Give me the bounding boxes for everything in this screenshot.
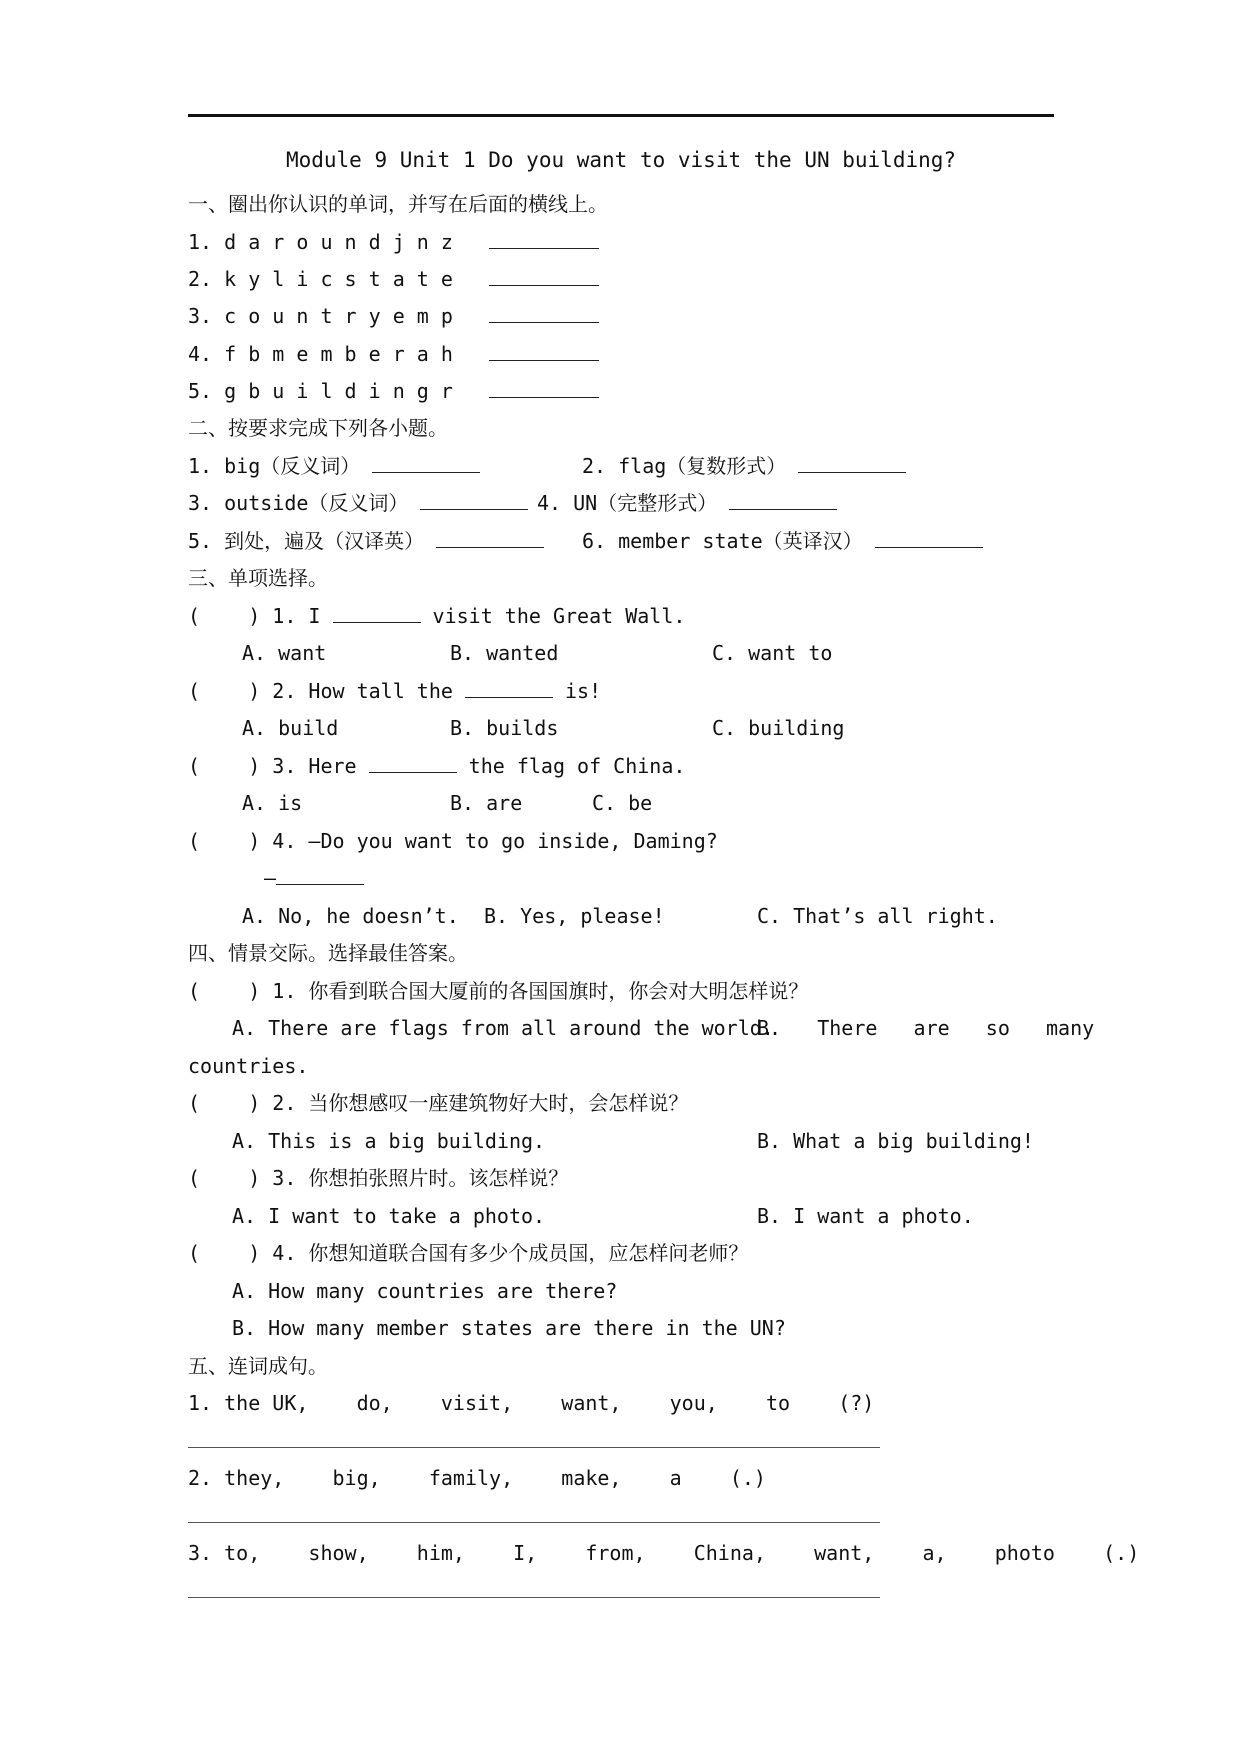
s2-item-6: 6. member state（英译汉） — [582, 527, 983, 555]
answer-blank[interactable] — [875, 527, 983, 548]
s4-q4-option-a[interactable]: A. How many countries are there? — [232, 1279, 618, 1303]
s2-item-3: 3. outside（反义词） — [188, 489, 528, 517]
s4-q1-option-a[interactable]: A. There are flags from all around the world. — [232, 1016, 774, 1040]
s3-q3-option-b[interactable]: B. are — [450, 791, 523, 815]
s3-q4-reply: — — [264, 864, 364, 892]
s3-q2-option-b[interactable]: B. builds — [450, 716, 559, 740]
s3-q3-option-a[interactable]: A. is — [242, 791, 303, 815]
s1-item-4: 4. f b m e m b e r a h — [188, 340, 599, 368]
answer-blank[interactable] — [333, 602, 421, 623]
s3-q2-option-c[interactable]: C. building — [712, 716, 845, 740]
s4-q3-option-a[interactable]: A. I want to take a photo. — [232, 1204, 546, 1228]
s4-q3-option-b[interactable]: B. I want a photo. — [757, 1204, 974, 1228]
answer-line[interactable] — [188, 1522, 880, 1523]
s3-q1-option-c[interactable]: C. want to — [712, 641, 833, 665]
s2-item-1: 1. big（反义词） — [188, 452, 480, 480]
s4-question-4: ( ) 4. 你想知道联合国有多少个成员国，应怎样问老师？ — [188, 1241, 749, 1265]
s1-item-2: 2. k y l i c s t a t e — [188, 265, 599, 293]
answer-blank[interactable] — [489, 228, 599, 249]
s3-question-3: ( ) 3. Here the flag of China. — [188, 754, 686, 778]
answer-blank[interactable] — [798, 452, 906, 473]
answer-blank[interactable] — [489, 265, 599, 286]
answer-line[interactable] — [188, 1447, 880, 1448]
s2-item-4: 4. UN（完整形式） — [537, 489, 837, 517]
s3-q1-option-a[interactable]: A. want — [242, 641, 327, 665]
answer-blank[interactable] — [276, 864, 364, 885]
s3-q4-option-a[interactable]: A. No, he doesn’t. — [242, 904, 459, 928]
s4-q4-option-b[interactable]: B. How many member states are there in the UN? — [232, 1316, 786, 1340]
answer-blank[interactable] — [436, 527, 544, 548]
s4-q2-option-b[interactable]: B. What a big building! — [757, 1129, 1034, 1153]
section-5-heading: 五、连词成句。 — [188, 1354, 328, 1378]
s3-question-4: ( ) 4. —Do you want to go inside, Daming? — [188, 829, 718, 853]
answer-blank[interactable] — [420, 489, 528, 510]
page-title: Module 9 Unit 1 Do you want to visit the UN building? — [285, 148, 957, 172]
s4-question-1: ( ) 1. 你看到联合国大厦前的各国国旗时，你会对大明怎样说？ — [188, 979, 809, 1003]
s3-question-1: ( ) 1. I visit the Great Wall. — [188, 604, 686, 628]
answer-line[interactable] — [188, 1597, 880, 1598]
answer-blank[interactable] — [489, 340, 599, 361]
answer-blank[interactable] — [465, 677, 553, 698]
s5-item-1: 1. the UK, do, visit, want, you, to (?) — [188, 1391, 875, 1415]
s3-q1-option-b[interactable]: B. wanted — [450, 641, 559, 665]
s3-question-2: ( ) 2. How tall the is! — [188, 679, 602, 703]
s5-item-3: 3. to, show, him, I, from, China, want, a, photo (.) — [188, 1541, 1140, 1565]
answer-blank[interactable] — [729, 489, 837, 510]
s4-question-3: ( ) 3. 你想拍张照片时。该怎样说？ — [188, 1166, 569, 1190]
section-4-heading: 四、情景交际。选择最佳答案。 — [188, 941, 468, 965]
section-3-heading: 三、单项选择。 — [188, 566, 328, 590]
s1-item-5: 5. g b u i l d i n g r — [188, 377, 599, 405]
s4-q1-option-b[interactable]: B. There are so many — [757, 1016, 1095, 1040]
s2-item-5: 5. 到处，遍及（汉译英） — [188, 527, 544, 555]
s2-item-2: 2. flag（复数形式） — [582, 452, 906, 480]
s3-q4-option-b[interactable]: B. Yes, please! — [484, 904, 665, 928]
s3-q3-option-c[interactable]: C. be — [592, 791, 653, 815]
answer-blank[interactable] — [489, 377, 599, 398]
answer-blank[interactable] — [372, 452, 480, 473]
s4-q1-option-b-cont: countries. — [188, 1054, 309, 1078]
s3-q4-option-c[interactable]: C. That’s all right. — [757, 904, 998, 928]
s1-item-1: 1. d a r o u n d j n z — [188, 228, 599, 256]
s4-question-2: ( ) 2. 当你想感叹一座建筑物好大时，会怎样说？ — [188, 1091, 689, 1115]
s1-item-3: 3. c o u n t r y e m p — [188, 302, 599, 330]
header-rule — [188, 114, 1054, 117]
answer-blank[interactable] — [369, 752, 457, 773]
s3-q2-option-a[interactable]: A. build — [242, 716, 339, 740]
s4-q2-option-a[interactable]: A. This is a big building. — [232, 1129, 546, 1153]
section-2-heading: 二、按要求完成下列各小题。 — [188, 416, 448, 440]
answer-blank[interactable] — [489, 302, 599, 323]
s5-item-2: 2. they, big, family, make, a (.) — [188, 1466, 766, 1490]
section-1-heading: 一、圈出你认识的单词，并写在后面的横线上。 — [188, 192, 608, 216]
